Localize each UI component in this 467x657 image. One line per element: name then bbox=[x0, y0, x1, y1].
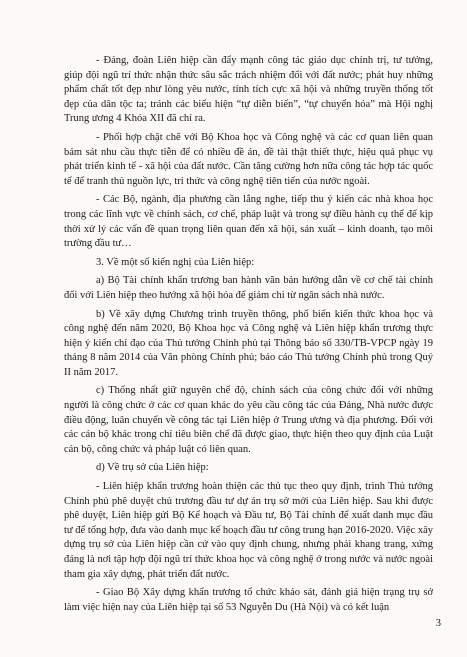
paragraph-ministries-listen: - Các Bộ, ngành, địa phương cần lắng nghe, tiếp thu ý kiến các nhà khoa học trong các lĩnh vực về chính sách, cơ chế, pháp luật và trong sự điều hành cụ thể để kịp thời xử lý các vấn đề quan trọng liên quan đến xã hội, sản xuất – kinh doanh, tạo môi trường đầu tư… bbox=[64, 194, 433, 250]
section-heading-headquarters: d) Về trụ sở của Liên hiệp: bbox=[96, 462, 209, 474]
paragraph-item-a: a) Bộ Tài chính khẩn trương ban hành văn bản hướng dẫn về cơ chế tài chính đối với Liên hiệp theo hướng xã hội hóa để giảm chi từ ngân sách nhà nước. bbox=[64, 275, 433, 301]
paragraph-construction-survey: - Giao Bộ Xây dựng khẩn trương tổ chức khảo sát, đánh giá hiện trạng trụ sở làm việc hiện nay của Liên hiệp tại số 53 Nguyễn Du (Hà Nội) và có kết luận bbox=[64, 587, 433, 613]
paragraph-party-education: - Đảng, đoàn Liên hiệp cần đẩy mạnh công tác giáo dục chính trị, tư tưởng, giúp đội ngũ trí thức nhận thức sâu sắc trách nhiệm đối với đất nước; phát huy những phẩm chất tốt đẹp như lòng yêu nước, tính tích cực xã hội và những truyền thống tốt đẹp của dân tộc ta; tránh các biểu hiện “tự diễn biến”, “tự chuyển hóa” mà Hội nghị Trung ương 4 Khóa XII đã chỉ ra. bbox=[64, 55, 433, 125]
section-heading-recommendations: 3. Về một số kiến nghị của Liên hiệp: bbox=[96, 256, 255, 268]
paragraph-coordination-ministry: - Phối hợp chặt chẽ với Bộ Khoa học và Công nghệ và các cơ quan liên quan bám sát nhu cầu thực tiễn để có nhiều đề án, đề tài thật thiết thực, hiệu quả phục vụ phát triển kinh tế - xã hội của đất nước. Cần tăng cường hơn nữa công tác hợp tác quốc tế để tranh thủ nguồn lực, tri thức và công nghệ tiên tiến của nước ngoài. bbox=[64, 131, 433, 187]
paragraph-item-c: c) Thống nhất giữ nguyên chế độ, chính sách của công chức đối với những người là công chức ở các cơ quan khác do yêu cầu công tác của Đảng, Nhà nước được điều động, luân chuyển về công tác tại Liên hiệp ở Trung ương và địa phương. Đối với các cán bộ khác trong chỉ tiêu biên chế đã được giao, thực hiện theo quy định của Luật cán bộ, công chức và pháp luật có liên quan. bbox=[64, 385, 433, 455]
paragraph-headquarters-procedure: - Liên hiệp khẩn trương hoàn thiện các thủ tục theo quy định, trình Thủ tướng Chính phủ phê duyệt chủ trương đầu tư dự án trụ sở mới của Liên hiệp. Sau khi được phê duyệt, Liên hiệp gửi Bộ Kế hoạch và Đầu tư, Bộ Tài chính để xuất danh mục đầu tư để tổng hợp, đưa vào danh mục kế hoạch đầu tư công trung hạn 2016-2020. Việc xây dựng trụ sở của Liên hiệp cần cứ vào quy định chung, nhưng phải khang trang, xứng đáng là nơi tập hợp đội ngũ trí thức khoa học và công nghệ ở trong nước và nước ngoài tham gia xây dựng, phát triển đất nước. bbox=[64, 481, 433, 580]
paragraph-item-b: b) Về xây dựng Chương trình truyền thông, phổ biến kiến thức khoa học và công nghệ đến năm 2020, Bộ Khoa học và Công nghệ và Liên hiệp khẩn trương thực hiện ý kiến chỉ đạo của Thủ tướng Chính phủ tại Thông báo số 330/TB-VPCP ngày 19 tháng 8 năm 2014 của Văn phòng Chính phủ; báo cáo Thủ tướng Chính phủ trong Quý II năm 2017. bbox=[64, 308, 433, 378]
page-number: 3 bbox=[435, 618, 441, 629]
